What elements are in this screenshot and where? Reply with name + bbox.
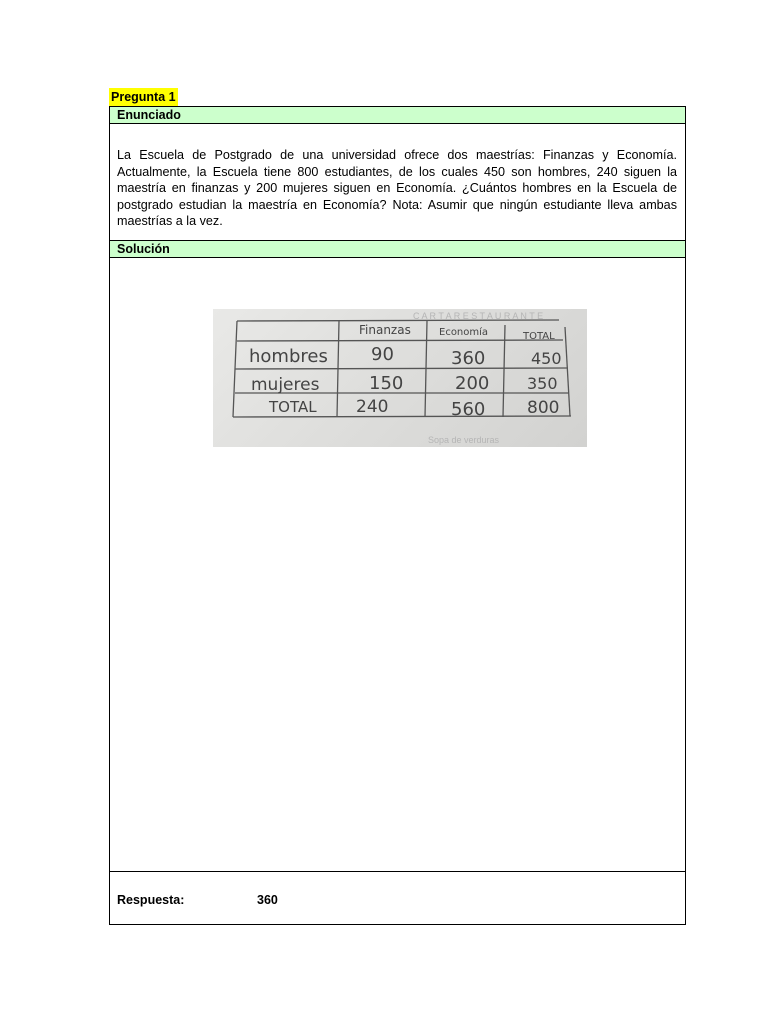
table-cell: 800 <box>527 398 560 418</box>
table-cell: 360 <box>451 348 486 369</box>
column-header: TOTAL <box>523 331 555 342</box>
handwritten-table-photo <box>213 309 587 447</box>
answer-value: 360 <box>257 893 278 907</box>
statement-text: La Escuela de Postgrado de una universidad ofrece dos maestrías: Finanzas y Economía. Actualmente, la Escuela tiene 800 estudiantes, de los cuales 450 son hombres, 240 siguen la maestría en finanzas y 200 mujeres siguen en Economía. ¿Cuántos hombres en la Escuela de postgrado estudian la maestría en Economía? Nota: Asumir que ningún estudiante lleva ambas maestrías a la vez. <box>117 148 677 229</box>
column-header: Finanzas <box>359 323 411 337</box>
answer-label: Respuesta: <box>117 893 185 907</box>
row-label: hombres <box>249 346 328 367</box>
column-header: Economía <box>439 327 489 338</box>
row-label: mujeres <box>251 375 320 395</box>
solution-header: Solución <box>110 240 685 258</box>
table-cell: 150 <box>369 373 404 394</box>
ghost-text: C A R T A R E S T A U R A N T E <box>413 311 544 321</box>
table-cell: 200 <box>455 373 490 394</box>
table-cell: 90 <box>371 344 394 365</box>
table-cell: 560 <box>451 399 486 420</box>
statement-header: Enunciado <box>110 107 685 124</box>
table-cell: 350 <box>527 374 558 393</box>
question-label: Pregunta 1 <box>111 90 176 104</box>
question-frame <box>109 106 686 925</box>
table-cell: 450 <box>531 349 562 368</box>
answer-divider <box>110 871 685 872</box>
row-label: TOTAL <box>269 398 317 416</box>
ghost-text: Sopa de verduras <box>428 435 500 445</box>
table-cell: 240 <box>356 397 389 417</box>
